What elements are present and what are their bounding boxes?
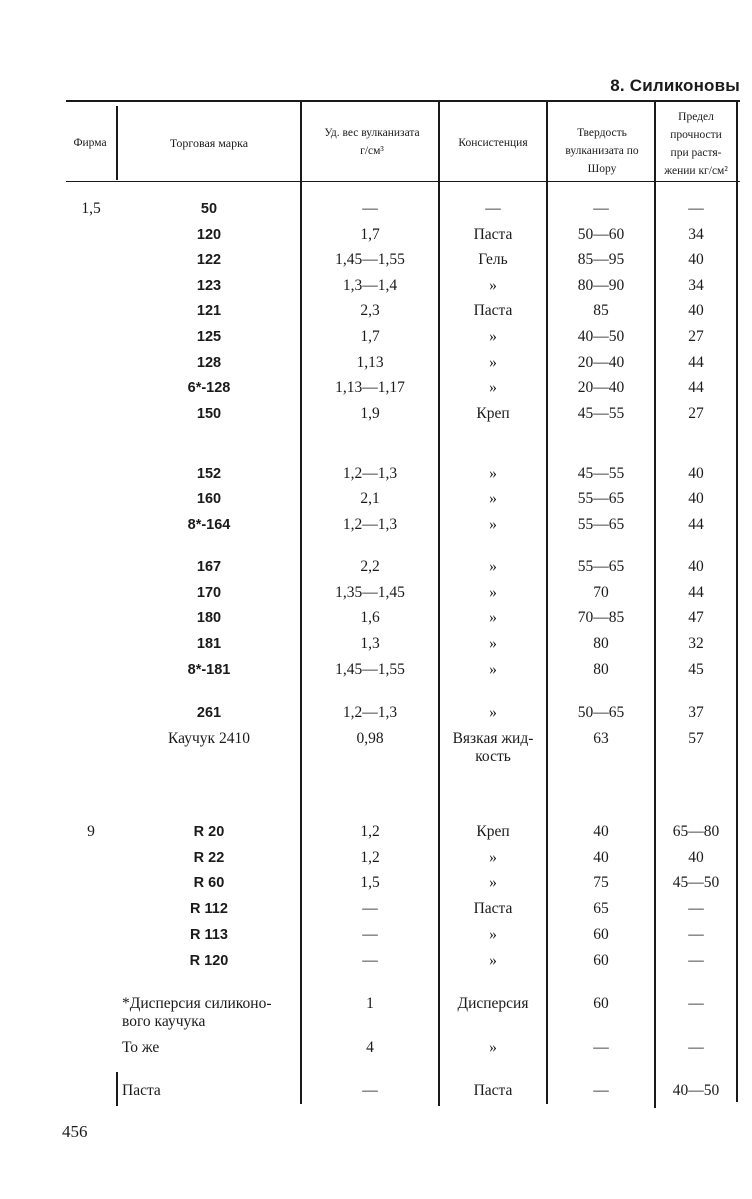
row-consistency: » xyxy=(489,704,497,721)
row-strength: — xyxy=(688,1039,704,1056)
row-hardness: 70 xyxy=(593,584,609,601)
row-strength: 40 xyxy=(688,849,704,866)
row-mark: R 113 xyxy=(190,927,228,943)
row-consistency: Паста xyxy=(473,226,513,243)
row-strength: 44 xyxy=(688,354,704,371)
row-hardness: 65 xyxy=(593,900,609,917)
row-consistency: » xyxy=(489,609,497,626)
row-firm: 1,5 xyxy=(81,200,101,217)
row-density: 1,2—1,3 xyxy=(342,465,398,482)
column-header-mark: Торговая марка xyxy=(169,136,249,150)
row-mark: 167 xyxy=(196,559,222,575)
row-consistency: » xyxy=(489,379,497,396)
row-mark: 6*-128 xyxy=(187,380,231,396)
row-hardness: 80 xyxy=(593,635,609,652)
row-density: 2,1 xyxy=(360,490,380,507)
row-consistency: » xyxy=(489,584,497,601)
column-divider xyxy=(736,102,738,1102)
row-strength: 32 xyxy=(688,635,704,652)
row-mark: R 60 xyxy=(193,875,225,891)
row-strength: 40 xyxy=(688,465,704,482)
row-strength: 44 xyxy=(688,379,704,396)
row-hardness: 80 xyxy=(593,661,609,678)
row-mark: 8*-164 xyxy=(187,517,231,533)
row-density: 1,5 xyxy=(360,874,380,891)
row-density: 2,3 xyxy=(360,302,380,319)
row-hardness: 85—95 xyxy=(577,251,625,268)
row-density: 1,45—1,55 xyxy=(335,251,405,268)
row-density: 0,98 xyxy=(356,730,384,747)
row-density: 1,35—1,45 xyxy=(335,584,405,601)
row-consistency: Креп xyxy=(476,405,510,422)
column-header-hardness: Твердость вулканизата по Шору xyxy=(565,127,639,175)
row-mark: 160 xyxy=(196,491,222,507)
row-consistency: » xyxy=(489,558,497,575)
row-consistency: » xyxy=(489,926,497,943)
row-consistency: Вязкая жид-кость xyxy=(452,730,534,765)
column-header-consistency: Консистенция xyxy=(458,137,528,149)
row-consistency: » xyxy=(489,1039,497,1056)
row-strength: 40 xyxy=(688,490,704,507)
row-consistency: » xyxy=(489,465,497,482)
column-header-firm: Фирма xyxy=(73,137,107,149)
header-bottom-rule xyxy=(66,181,740,182)
row-mark: 170 xyxy=(196,585,222,601)
row-strength: 40 xyxy=(688,558,704,575)
row-mark: 121 xyxy=(196,303,222,319)
row-mark: 122 xyxy=(196,252,222,268)
row-consistency: » xyxy=(489,661,497,678)
row-strength: — xyxy=(688,952,704,969)
row-hardness: 70—85 xyxy=(577,609,625,626)
row-hardness: 50—65 xyxy=(577,704,625,721)
row-consistency: Дисперсия xyxy=(457,995,529,1012)
row-mark: То же xyxy=(122,1039,160,1056)
row-consistency: » xyxy=(489,874,497,891)
row-mark: R 20 xyxy=(193,824,225,840)
row-mark: 120 xyxy=(196,227,222,243)
row-density: 1,3 xyxy=(360,635,380,652)
row-hardness: 85 xyxy=(593,302,609,319)
row-density: 1,6 xyxy=(360,609,380,626)
column-header-density: Уд. вес вулканизата г/см³ xyxy=(324,127,420,157)
row-density: 1,45—1,55 xyxy=(335,661,405,678)
row-mark: 261 xyxy=(196,705,222,721)
row-mark: 180 xyxy=(196,610,222,626)
row-mark: Паста xyxy=(122,1082,161,1099)
row-density: — xyxy=(362,1082,378,1099)
row-mark: 181 xyxy=(196,636,222,652)
row-hardness: 75 xyxy=(593,874,609,891)
row-strength: — xyxy=(688,995,704,1012)
row-density: — xyxy=(362,900,378,917)
row-strength: 40 xyxy=(688,302,704,319)
row-firm: 9 xyxy=(87,823,95,840)
row-consistency: Гель xyxy=(478,251,508,268)
row-strength: 40—50 xyxy=(672,1082,720,1099)
section-title: 8. Силиконовы xyxy=(610,76,740,95)
row-strength: 34 xyxy=(688,277,704,294)
row-mark: 8*-181 xyxy=(187,662,231,678)
row-consistency: — xyxy=(485,200,501,217)
row-hardness: 55—65 xyxy=(577,490,625,507)
row-strength: 44 xyxy=(688,584,704,601)
row-strength: — xyxy=(688,200,704,217)
row-strength: 34 xyxy=(688,226,704,243)
column-header-strength: Предел прочности при растя-жении кг/см² xyxy=(664,111,728,177)
row-density: 1,2 xyxy=(360,823,380,840)
row-hardness: — xyxy=(593,1039,609,1056)
row-hardness: 40 xyxy=(593,823,609,840)
row-consistency: » xyxy=(489,490,497,507)
row-strength: 37 xyxy=(688,704,704,721)
row-consistency: » xyxy=(489,516,497,533)
row-hardness: 20—40 xyxy=(577,379,625,396)
row-density: 1 xyxy=(366,995,374,1012)
row-hardness: 55—65 xyxy=(577,516,625,533)
row-strength: 45—50 xyxy=(672,874,720,891)
row-density: 4 xyxy=(366,1039,374,1056)
row-consistency: » xyxy=(489,849,497,866)
row-hardness: 50—60 xyxy=(577,226,625,243)
row-density: 1,2—1,3 xyxy=(342,516,398,533)
row-mark: *Дисперсия силиконо-вого каучука xyxy=(122,995,272,1030)
row-mark: 128 xyxy=(196,355,222,371)
row-strength: — xyxy=(688,926,704,943)
row-density: — xyxy=(362,952,378,969)
row-consistency: » xyxy=(489,354,497,371)
row-mark: R 120 xyxy=(189,953,229,969)
top-rule xyxy=(66,100,740,102)
row-consistency: » xyxy=(489,328,497,345)
row-strength: 57 xyxy=(688,730,704,747)
row-strength: 47 xyxy=(688,609,704,626)
row-mark: 50 xyxy=(200,201,218,217)
row-density: — xyxy=(362,926,378,943)
row-mark: 125 xyxy=(196,329,222,345)
page-number: 456 xyxy=(62,1122,88,1141)
row-mark: R 112 xyxy=(190,901,228,917)
row-strength: 40 xyxy=(688,251,704,268)
row-mark: Каучук 2410 xyxy=(168,730,250,747)
row-density: 1,13 xyxy=(356,354,384,371)
row-hardness: 45—55 xyxy=(577,465,625,482)
row-hardness: — xyxy=(593,1082,609,1099)
row-hardness: 40—50 xyxy=(577,328,625,345)
row-hardness: 40 xyxy=(593,849,609,866)
row-density: 1,7 xyxy=(360,328,380,345)
row-density: 1,2 xyxy=(360,849,380,866)
row-density: 2,2 xyxy=(360,558,380,575)
row-hardness: 45—55 xyxy=(577,405,625,422)
row-consistency: Креп xyxy=(476,823,510,840)
row-strength: 45 xyxy=(688,661,704,678)
row-consistency: » xyxy=(489,277,497,294)
row-strength: 27 xyxy=(688,405,704,422)
row-mark: 150 xyxy=(196,406,222,422)
row-hardness: 55—65 xyxy=(577,558,625,575)
row-hardness: 60 xyxy=(593,926,609,943)
row-hardness: 60 xyxy=(593,995,609,1012)
row-consistency: Паста xyxy=(473,302,513,319)
row-density: 1,2—1,3 xyxy=(342,704,398,721)
row-density: 1,9 xyxy=(360,405,380,422)
row-consistency: » xyxy=(489,635,497,652)
row-consistency: Паста xyxy=(473,1082,513,1099)
row-hardness: 60 xyxy=(593,952,609,969)
row-mark: 152 xyxy=(196,466,222,482)
row-mark: 123 xyxy=(196,278,222,294)
row-density: 1,13—1,17 xyxy=(335,379,405,396)
row-hardness: 20—40 xyxy=(577,354,625,371)
row-density: 1,7 xyxy=(360,226,380,243)
row-density: — xyxy=(362,200,378,217)
row-strength: — xyxy=(688,900,704,917)
row-strength: 65—80 xyxy=(672,823,720,840)
row-hardness: 80—90 xyxy=(577,277,625,294)
row-consistency: Паста xyxy=(473,900,513,917)
row-mark: R 22 xyxy=(193,850,225,866)
row-hardness: — xyxy=(593,200,609,217)
row-hardness: 63 xyxy=(593,730,609,747)
row-density: 1,3—1,4 xyxy=(342,277,398,294)
row-consistency: » xyxy=(489,952,497,969)
row-strength: 27 xyxy=(688,328,704,345)
row-strength: 44 xyxy=(688,516,704,533)
